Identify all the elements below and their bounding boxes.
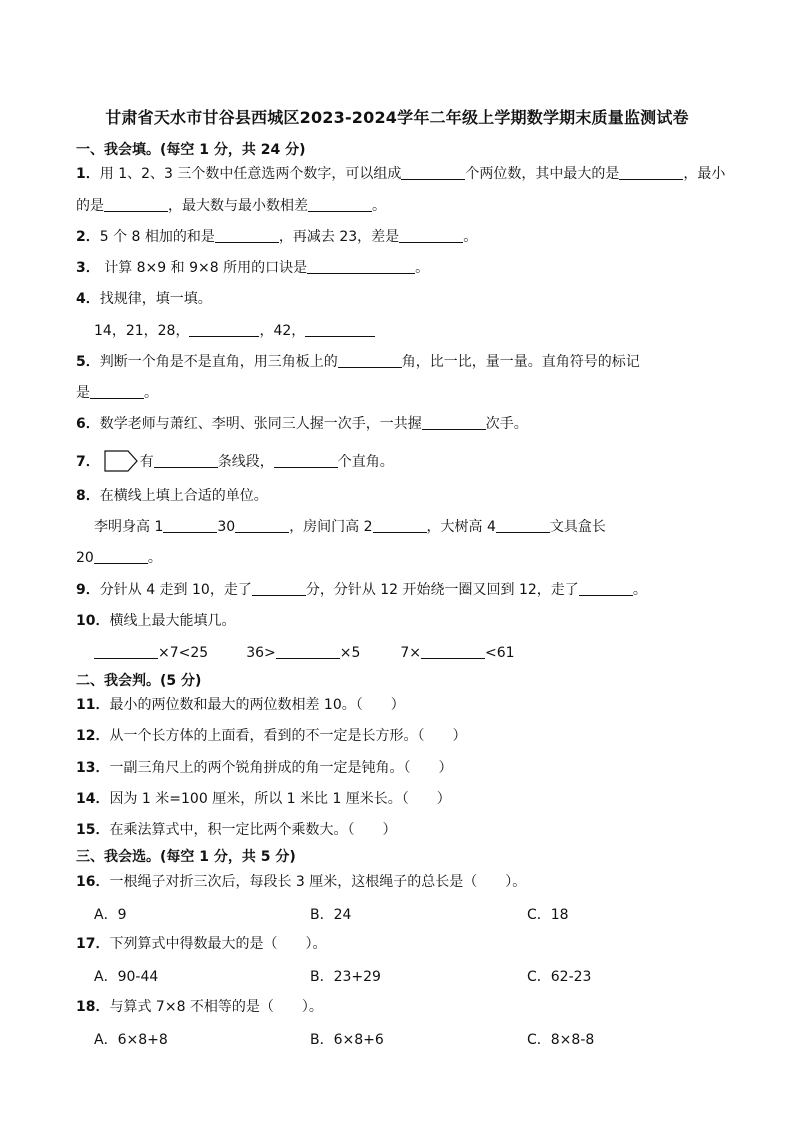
- answer-blank[interactable]: [94, 644, 158, 659]
- answer-blank[interactable]: [252, 581, 306, 596]
- answer-blank[interactable]: [104, 197, 168, 212]
- question-4: 4．找规律，填一填。: [76, 291, 212, 307]
- question-14: 14．因为 1 米=100 厘米，所以 1 米比 1 厘米长。（ ）: [76, 791, 451, 807]
- answer-blank[interactable]: [579, 581, 633, 596]
- question-5: 5．判断一个角是不是直角，用三角板上的 角，比一比，量一量。直角符号的标记: [76, 354, 640, 370]
- answer-blank[interactable]: [235, 518, 289, 533]
- answer-blank[interactable]: [154, 453, 218, 468]
- question-10: 10．横线上最大能填几。: [76, 613, 236, 629]
- option-a[interactable]: A．9: [94, 907, 127, 923]
- option-a[interactable]: A．90-44: [94, 969, 159, 985]
- answer-blank[interactable]: [399, 228, 463, 243]
- answer-blank[interactable]: [94, 549, 148, 564]
- question-1: 1．用 1、2、3 三个数中任意选两个数字，可以组成 个两位数，其中最大的是 ，最小: [76, 166, 726, 182]
- answer-blank[interactable]: [276, 644, 340, 659]
- option-b[interactable]: B．24: [310, 907, 352, 923]
- question-12: 12．从一个长方体的上面看，看到的不一定是长方形。（ ）: [76, 728, 467, 744]
- question-6: 6．数学老师与萧红、李明、张同三人握一次手，一共握 次手。: [76, 416, 528, 432]
- answer-blank[interactable]: [338, 353, 402, 368]
- option-c[interactable]: C．8×8-8: [527, 1032, 595, 1048]
- question-8: 8．在横线上填上合适的单位。: [76, 488, 268, 504]
- question-3: 3． 计算 8×9 和 9×8 所用的口诀是 。: [76, 260, 430, 276]
- section-1-heading: 一、我会填。(每空 1 分，共 24 分): [76, 142, 306, 158]
- answer-blank[interactable]: [189, 322, 259, 337]
- question-7: 7． 有 条线段， 个直角。: [76, 450, 394, 472]
- answer-blank[interactable]: [496, 518, 550, 533]
- question-8-items: 李明身高 1 30 ，房间门高 2 ，大树高 4 文具盒长: [94, 519, 606, 535]
- answer-blank[interactable]: [90, 384, 144, 399]
- option-b[interactable]: B．23+29: [310, 969, 381, 985]
- option-a[interactable]: A．6×8+8: [94, 1032, 168, 1048]
- answer-blank[interactable]: [422, 415, 486, 430]
- answer-blank[interactable]: [421, 644, 485, 659]
- answer-blank[interactable]: [307, 259, 415, 274]
- answer-blank[interactable]: [274, 453, 338, 468]
- section-3-heading: 三、我会选。(每空 1 分，共 5 分): [76, 849, 296, 865]
- question-10-inequalities: ×7<25 36> ×5 7× <61: [94, 643, 515, 663]
- answer-blank[interactable]: [215, 228, 279, 243]
- pentagon-figure-icon: [104, 450, 138, 472]
- section-2-heading: 二、我会判。(5 分): [76, 673, 202, 689]
- question-18: 18．与算式 7×8 不相等的是（ ）。: [76, 999, 323, 1015]
- question-2: 2．5 个 8 相加的和是 ，再减去 23，差是 。: [76, 229, 478, 245]
- question-13: 13．一副三角尺上的两个锐角拼成的角一定是钝角。（ ）: [76, 760, 453, 776]
- answer-blank[interactable]: [308, 197, 372, 212]
- answer-blank[interactable]: [163, 518, 217, 533]
- answer-blank[interactable]: [619, 165, 683, 180]
- question-5-cont: 是 。: [76, 385, 158, 401]
- option-c[interactable]: C．62-23: [527, 969, 592, 985]
- question-16: 16．一根绳子对折三次后，每段长 3 厘米，这根绳子的总长是（ ）。: [76, 874, 527, 890]
- option-b[interactable]: B．6×8+6: [310, 1032, 384, 1048]
- question-1-cont: 的是 ，最大数与最小数相差 。: [76, 198, 386, 214]
- question-15: 15．在乘法算式中，积一定比两个乘数大。（ ）: [76, 822, 397, 838]
- answer-blank[interactable]: [373, 518, 427, 533]
- question-4-sequence: 14，21，28， ，42，: [94, 321, 375, 341]
- question-8-cont: 20 。: [76, 550, 162, 566]
- question-11: 11．最小的两位数和最大的两位数相差 10。（ ）: [76, 697, 405, 713]
- answer-blank[interactable]: [401, 165, 465, 180]
- question-17: 17．下列算式中得数最大的是（ ）。: [76, 936, 327, 952]
- exam-title: 甘肃省天水市甘谷县西城区2023-2024学年二年级上学期数学期末质量监测试卷: [105, 108, 689, 127]
- option-c[interactable]: C．18: [527, 907, 569, 923]
- question-9: 9．分针从 4 走到 10，走了 分，分针从 12 开始绕一圈又回到 12，走了 。: [76, 582, 647, 598]
- answer-blank[interactable]: [305, 322, 375, 337]
